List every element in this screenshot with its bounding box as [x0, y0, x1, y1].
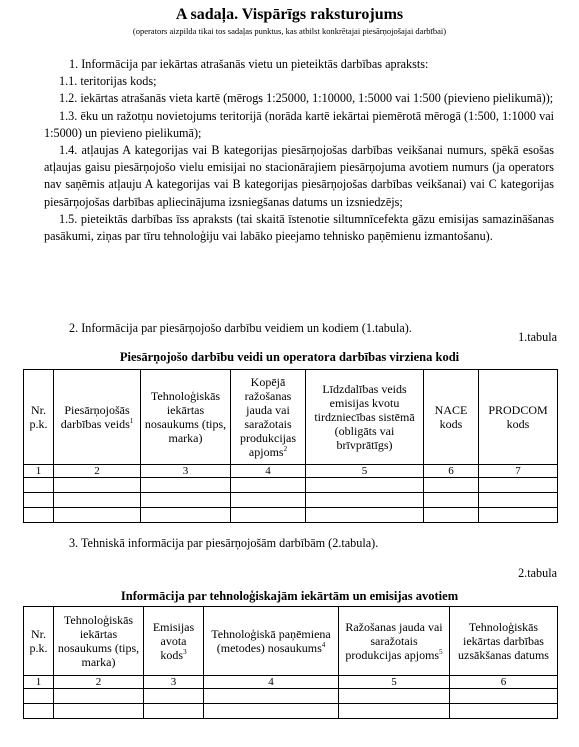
page-subtitle: (operators aizpilda tikai tos sadaļas punktus, kas atbilst konkrētajai piesārņojošajai darbībai) [132, 26, 447, 36]
section1-item-1: 1.1. teritorijas kods; [59, 74, 157, 89]
table2-header-cell: Emisijas avota kods$^3$ [144, 607, 204, 676]
table-row [24, 704, 558, 719]
table-row [24, 689, 558, 704]
table1-header-cell: PRODCOM kods [479, 370, 558, 465]
table1-header-cell: Piesārņojošās darbības veids$^1$ [54, 370, 141, 465]
table1-header-cell: Tehnoloģiskās iekārtas nosaukums (tips, marka) [141, 370, 231, 465]
table2-number-row: 1 2 3 4 5 6 [24, 676, 558, 689]
table1 [23, 369, 558, 523]
table1-header-cell: Kopējā ražošanas jauda vai saražotais produkcijas apjoms$^2$ [231, 370, 306, 465]
table2-header-row [24, 607, 558, 676]
section1-item-2: 1.2. iekārtas atrašanās vieta kartē (mērogs 1:25000, 1:10000, 1:5000 vai 1:500 (pievieno pielikumā)); [59, 91, 554, 106]
section1-item-3: 1.3. ēku un ražotņu novietojums teritorijā (norāda kartē iekārtai piemērotā mērogā (1:500, 1:1000 vai 1:5000) un pievieno pielikumā); [44, 108, 554, 140]
table2-header-cell: Tehnoloģiskā paņēmiena (metodes) nosaukums$^4$ [204, 607, 339, 676]
table-row [24, 478, 558, 493]
section2-text: 2. Informācija par piesārņojošo darbību veidiem un kodiem (1.tabula). [69, 321, 412, 335]
table1-title: Piesārņojošo darbību veidi un operatora darbības virziena kodi [119, 350, 460, 364]
section1-item-4: 1.4. atļaujas A kategorijas vai B kategorijas piesārņojošas darbības veikšanai numurs, spēkā esošas atļaujas gaisu piesārņojošo vielu emisijai no stacionārajiem piesārņojuma avotiem numurs (ja operators nav saņēmis atļauju A kategorijas vai B kategorijas piesārņojošas darbības veikšanai) vai C kategorijas piesārņojošas darbības apliecinājuma izsniegšanas datums un izsniedzējs; [44, 143, 554, 209]
table1-header-cell: Līdzdalības veids emisijas kvotu tirdzniecības sistēmā (obligāts vai brīvprātīgs) [306, 370, 424, 465]
table2-header-cell: Nr. p.k. [24, 607, 54, 676]
table2-header-cell: Ražošanas jauda vai saražotais produkcijas apjoms$^5$ [339, 607, 450, 676]
section3-text: 3. Tehniskā informācija par piesārņojošām darbībām (2.tabula). [69, 536, 379, 550]
table1-header-row [24, 370, 558, 465]
table-row [24, 493, 558, 508]
table2 [23, 606, 558, 719]
section1-item-5: 1.5. pieteiktās darbības īss apraksts (tai skaitā īstenotie siltumnīcefekta gāzu emisijas samazināšanas pasākumi, ziņas par tīru tehnoloģiju vai labāko pieejamo tehnisko paņēmienu izmantošanu). [44, 211, 554, 244]
page-title: A sadaļa. Vispārīgs raksturojums [175, 6, 404, 23]
section1-intro: 1. Informācija par iekārtas atrašanās vietu un pieteiktās darbības apraksts: [69, 57, 429, 71]
table2-header-cell: Tehnoloģiskās iekārtas darbības uzsākšanas datums [450, 607, 558, 676]
table-row [24, 508, 558, 523]
table2-label: 2.tabula [518, 566, 557, 580]
table1-number-row: 1 2 3 4 5 6 7 [24, 465, 558, 478]
table1-label: 1.tabula [518, 330, 557, 344]
table2-header-cell: Tehnoloģiskās iekārtas nosaukums (tips, marka) [54, 607, 144, 676]
table1-header-cell: Nr. p.k. [24, 370, 54, 465]
table2-title: Informācija par tehnoloģiskajām iekārtām un emisijas avotiem [120, 589, 459, 603]
table1-header-cell: NACE kods [424, 370, 479, 465]
section1-text [44, 56, 554, 245]
